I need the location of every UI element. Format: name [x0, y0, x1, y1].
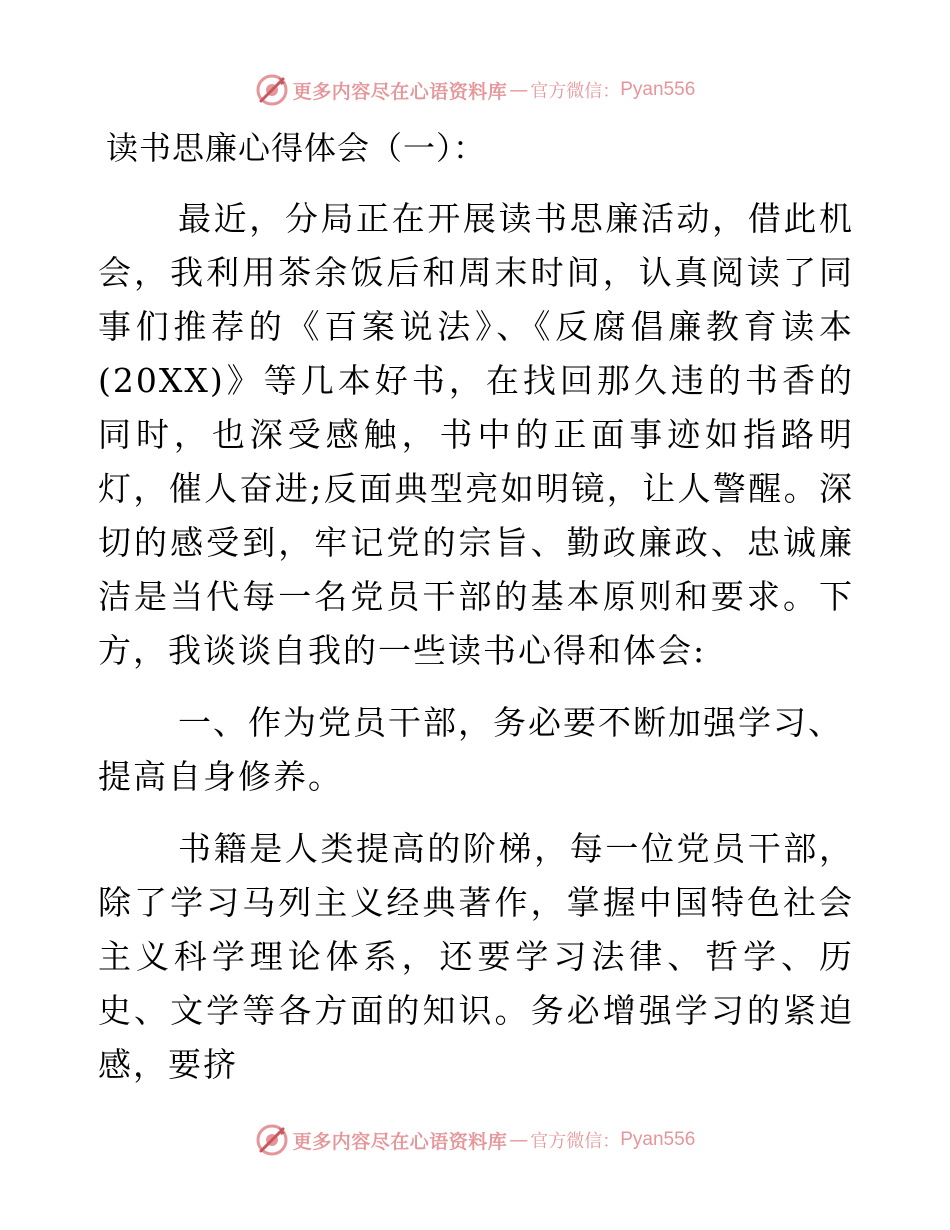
- brand-logo-icon: [255, 1123, 289, 1157]
- banner-site-text: 更多内容尽在心语资料库: [292, 80, 508, 103]
- banner-wechat-id: Pyan556: [620, 79, 696, 100]
- header-watermark-banner: [0, 70, 950, 110]
- footer-watermark-banner: [0, 1120, 950, 1160]
- banner-wechat-label: 官方微信：: [530, 1131, 621, 1152]
- banner-wechat-label: 官方微信：: [530, 81, 621, 102]
- paragraph-intro: 最近，分局正在开展读书思廉活动，借此机会，我利用茶余饭后和周末时间，认真阅读了同事们推荐的《百案说法》、《反腐倡廉教育读本(20XX)》等几本好书，在找回那久违的书香的同时，也深受感触，书中的正面事迹如指路明灯，催人奋进;反面典型亮如明镜，让人警醒。深切的感受到，牢记党的宗旨、勤政廉政、忠诚廉洁是当代每一名党员干部的基本原则和要求。下方，我谈谈自我的一些读书心得和体会:: [98, 199, 854, 670]
- banner-site-text: 更多内容尽在心语资料库: [292, 1130, 508, 1153]
- paragraph-section-1: 书籍是人类提高的阶梯，每一位党员干部，除了学习马列主义经典著作，掌握中国特色社会主义科学理论体系，还要学习法律、哲学、历史、文学等各方面的知识。务必增强学习的紧迫感，要挤: [98, 829, 854, 1084]
- banner-dash: —: [509, 79, 529, 101]
- document-body: [98, 126, 854, 1092]
- section-heading-1: 一、作为党员干部，务必要不断加强学习、提高自身修养。: [98, 703, 843, 796]
- brand-logo-icon: [255, 73, 289, 107]
- banner-dash: —: [509, 1129, 529, 1151]
- banner-wechat-id: Pyan556: [620, 1129, 696, 1150]
- document-title: 读书思廉心得体会（一）：: [106, 129, 487, 167]
